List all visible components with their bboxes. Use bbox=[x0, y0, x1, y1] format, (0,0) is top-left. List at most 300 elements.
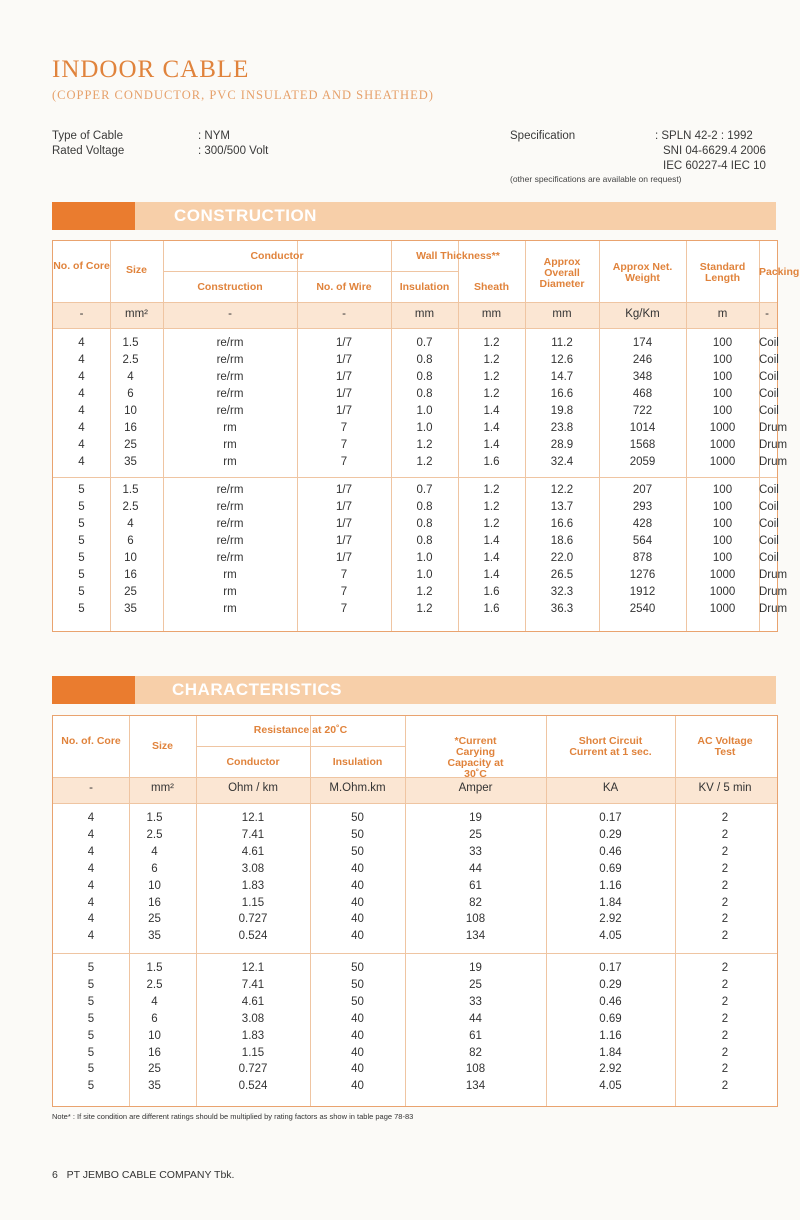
unit-cell: - bbox=[342, 308, 346, 320]
table-cell: rm bbox=[223, 456, 237, 468]
table-cell: 5 bbox=[78, 552, 85, 564]
table-cell: 174 bbox=[632, 337, 653, 349]
table-cell: 16 bbox=[124, 422, 137, 434]
table-cell: re/rm bbox=[216, 535, 244, 547]
header-divider bbox=[163, 271, 458, 272]
header-sheath: Sheath bbox=[473, 281, 509, 293]
table-cell: 2.92 bbox=[599, 1063, 622, 1076]
table-cell: 2.5 bbox=[146, 828, 163, 841]
table-cell: Coil bbox=[759, 371, 779, 383]
table-cell: 23.8 bbox=[550, 422, 574, 434]
table-cell: 1000 bbox=[709, 569, 736, 581]
table-cell: 348 bbox=[632, 371, 653, 383]
table-cell: 4 bbox=[87, 862, 95, 875]
table-cell: 18.6 bbox=[550, 535, 574, 547]
unit-cell: Ohm / km bbox=[228, 782, 278, 794]
specification-value-3: IEC 60227-4 IEC 10 bbox=[663, 160, 766, 172]
table-cell: 2.5 bbox=[122, 354, 139, 366]
table-cell: 2 bbox=[721, 862, 729, 875]
table-cell: 1.2 bbox=[416, 439, 433, 451]
table-cell: 564 bbox=[632, 535, 653, 547]
table-cell: 6 bbox=[151, 862, 158, 875]
table-cell: 4 bbox=[127, 371, 134, 383]
table-cell: 12.1 bbox=[241, 812, 265, 824]
table-cell: 5 bbox=[78, 586, 85, 598]
unit-cell: - bbox=[89, 782, 93, 794]
table-cell: Drum bbox=[759, 569, 788, 581]
table-cell: 33 bbox=[469, 995, 482, 1008]
header-short-circuit: Short Circuit Current at 1 sec. bbox=[569, 735, 652, 758]
table-cell: Drum bbox=[759, 439, 788, 451]
table-cell: 1000 bbox=[709, 603, 736, 615]
table-cell: Drum bbox=[759, 586, 788, 598]
table-cell: 19 bbox=[469, 962, 482, 974]
table-cell: 2540 bbox=[629, 603, 656, 615]
table-cell: 0.7 bbox=[416, 337, 433, 349]
table-cell: 19 bbox=[469, 812, 482, 824]
table-cell: 16.6 bbox=[550, 518, 574, 530]
header-resistance: Resistance at 20˚C bbox=[253, 724, 348, 736]
table-cell: 1.84 bbox=[599, 1046, 622, 1059]
table-cell: 100 bbox=[712, 337, 733, 349]
rated-voltage-value: : 300/500 Volt bbox=[198, 145, 269, 157]
table-cell: 25 bbox=[469, 978, 482, 991]
table-cell: 2.5 bbox=[122, 501, 139, 513]
table-cell: 22.0 bbox=[550, 552, 574, 564]
table-cell: 25 bbox=[124, 439, 137, 451]
table-cell: 7 bbox=[340, 569, 348, 581]
table-cell: 82 bbox=[469, 1046, 482, 1059]
table-cell: re/rm bbox=[216, 484, 244, 496]
table-cell: re/rm bbox=[216, 337, 244, 349]
table-cell: 100 bbox=[712, 354, 733, 366]
table-cell: 0.17 bbox=[599, 812, 622, 824]
table-cell: Coil bbox=[759, 535, 779, 547]
page-footer bbox=[52, 1169, 234, 1181]
table-cell: 1/7 bbox=[336, 552, 352, 564]
table-cell: 5 bbox=[87, 995, 95, 1008]
table-cell: 25 bbox=[148, 913, 161, 926]
table-cell: re/rm bbox=[216, 388, 244, 400]
table-cell: Coil bbox=[759, 484, 779, 496]
table-cell: 0.29 bbox=[599, 828, 622, 841]
table-cell: 35 bbox=[148, 1080, 161, 1093]
header-no-wire: No. of Wire bbox=[316, 281, 372, 293]
table-cell: 1/7 bbox=[336, 354, 352, 366]
table-cell: 0.524 bbox=[238, 1080, 268, 1093]
unit-cell: - bbox=[79, 308, 84, 320]
table-cell: 6 bbox=[127, 388, 134, 400]
table-cell: 100 bbox=[712, 484, 733, 496]
table-cell: 0.727 bbox=[238, 1063, 268, 1076]
header-size: Size bbox=[125, 264, 147, 276]
table-cell: 2 bbox=[721, 995, 729, 1008]
table-cell: 10 bbox=[148, 1029, 161, 1042]
table-cell: 1.6 bbox=[483, 603, 500, 615]
table-cell: 1.5 bbox=[146, 962, 163, 974]
table-cell: Drum bbox=[759, 603, 788, 615]
header-weight: Approx Net. Weight bbox=[612, 261, 673, 284]
table-cell: 4 bbox=[87, 896, 95, 909]
table-cell: 40 bbox=[351, 879, 364, 892]
table-cell: 4.05 bbox=[599, 930, 622, 943]
rated-voltage-label: Rated Voltage bbox=[52, 145, 125, 157]
table-cell: 40 bbox=[351, 913, 364, 926]
table-cell: 7.41 bbox=[241, 828, 265, 841]
header-size: Size bbox=[151, 740, 173, 752]
table-cell: 40 bbox=[351, 1012, 364, 1025]
specification-note: (other specifications are available on request) bbox=[510, 174, 682, 184]
table-cell: 7.41 bbox=[241, 978, 265, 991]
table-cell: 36.3 bbox=[550, 603, 574, 615]
table-cell: 40 bbox=[351, 1046, 364, 1059]
table-cell: 428 bbox=[632, 518, 653, 530]
unit-cell: Amper bbox=[458, 782, 493, 794]
table-cell: 0.8 bbox=[416, 501, 433, 513]
characteristics-section-title: CHARACTERISTICS bbox=[172, 680, 342, 699]
table-cell: 100 bbox=[712, 501, 733, 513]
table-cell: 40 bbox=[351, 930, 364, 943]
table-cell: 1.0 bbox=[416, 552, 433, 564]
table-cell: 1.2 bbox=[483, 518, 500, 530]
table-cell: 5 bbox=[87, 978, 95, 991]
unit-cell: m bbox=[717, 308, 728, 320]
specification-value-2: SNI 04-6629.4 2006 bbox=[663, 145, 766, 157]
table-cell: 28.9 bbox=[550, 439, 574, 451]
header-construction: Construction bbox=[197, 281, 263, 293]
table-cell: 40 bbox=[351, 862, 364, 875]
table-cell: 0.727 bbox=[238, 913, 268, 926]
band-accent bbox=[52, 202, 135, 230]
table-cell: 0.8 bbox=[416, 518, 433, 530]
construction-section-band bbox=[52, 202, 776, 230]
table-cell: Coil bbox=[759, 405, 779, 417]
table-cell: 1.4 bbox=[483, 422, 500, 434]
table-cell: 1000 bbox=[709, 456, 736, 468]
table-cell: 1014 bbox=[629, 422, 656, 434]
table-cell: 4 bbox=[87, 845, 95, 858]
table-cell: 4 bbox=[87, 930, 95, 943]
table-cell: rm bbox=[223, 603, 237, 615]
table-cell: 1.2 bbox=[483, 501, 500, 513]
header-diameter: Approx Overall Diameter bbox=[539, 256, 585, 290]
table-cell: Coil bbox=[759, 354, 779, 366]
table-cell: 1.15 bbox=[241, 896, 265, 909]
table-cell: 0.46 bbox=[599, 845, 622, 858]
table-cell: 25 bbox=[469, 828, 482, 841]
table-cell: 61 bbox=[469, 879, 482, 892]
table-cell: 16 bbox=[148, 1046, 161, 1059]
unit-cell: Kg/Km bbox=[625, 308, 660, 320]
table-cell: 5 bbox=[87, 1029, 95, 1042]
table-cell: 50 bbox=[351, 845, 364, 858]
table-cell: 2059 bbox=[629, 456, 656, 468]
table-cell: 10 bbox=[124, 552, 137, 564]
table-cell: 1.6 bbox=[483, 586, 500, 598]
header-wall-thickness: Wall Thickness** bbox=[416, 250, 500, 262]
table-cell: 4 bbox=[78, 439, 85, 451]
table-cell: rm bbox=[223, 422, 237, 434]
table-cell: 1.0 bbox=[416, 422, 433, 434]
specification-label: Specification bbox=[510, 130, 576, 142]
table-cell: 246 bbox=[632, 354, 653, 366]
table-cell: 108 bbox=[465, 1063, 486, 1076]
table-cell: 1.2 bbox=[483, 371, 500, 383]
table-cell: 0.69 bbox=[599, 862, 622, 875]
table-cell: 16.6 bbox=[550, 388, 574, 400]
table-cell: re/rm bbox=[216, 405, 244, 417]
table-cell: 4.61 bbox=[241, 995, 265, 1008]
table-cell: 3.08 bbox=[241, 1012, 265, 1025]
table-cell: 1276 bbox=[629, 569, 656, 581]
table-cell: 19.8 bbox=[550, 405, 574, 417]
table-cell: 100 bbox=[712, 552, 733, 564]
table-cell: 1.83 bbox=[241, 1029, 265, 1042]
specification-value-1: : SPLN 42-2 : 1992 bbox=[655, 130, 753, 142]
table-cell: 7 bbox=[340, 422, 348, 434]
table-cell: 2 bbox=[721, 962, 729, 974]
header-insulation: Insulation bbox=[399, 281, 450, 293]
table-cell: 108 bbox=[465, 913, 486, 926]
table-cell: 32.3 bbox=[550, 586, 574, 598]
table-cell: 50 bbox=[351, 828, 364, 841]
table-cell: 0.8 bbox=[416, 371, 433, 383]
table-cell: 0.69 bbox=[599, 1012, 622, 1025]
table-cell: 4 bbox=[87, 913, 95, 926]
unit-cell: - bbox=[228, 308, 232, 320]
table-cell: 2 bbox=[721, 828, 729, 841]
table-cell: 468 bbox=[632, 388, 653, 400]
table-cell: 1568 bbox=[629, 439, 656, 451]
page-subtitle: (COPPER CONDUCTOR, PVC INSULATED AND SHEATHED) bbox=[52, 88, 434, 102]
table-cell: 5 bbox=[78, 535, 85, 547]
unit-cell: mm bbox=[552, 308, 572, 320]
table-cell: 0.46 bbox=[599, 995, 622, 1008]
table-cell: 100 bbox=[712, 535, 733, 547]
unit-cell: - bbox=[765, 308, 769, 320]
table-cell: 2 bbox=[721, 930, 729, 943]
table-cell: 1/7 bbox=[336, 337, 352, 349]
table-cell: rm bbox=[223, 586, 237, 598]
unit-cell: M.Ohm.km bbox=[329, 782, 386, 794]
header-conductor: Conductor bbox=[226, 756, 280, 768]
table-cell: 4.61 bbox=[241, 845, 265, 858]
unit-cell: mm² bbox=[125, 308, 148, 320]
table-cell: 1.16 bbox=[599, 1029, 622, 1042]
table-cell: 0.8 bbox=[416, 388, 433, 400]
table-cell: 1.84 bbox=[599, 896, 622, 909]
unit-cell: KV / 5 min bbox=[698, 782, 752, 794]
table-cell: 2 bbox=[721, 1029, 729, 1042]
characteristics-table bbox=[52, 715, 778, 1107]
table-cell: 722 bbox=[632, 405, 653, 417]
table-cell: 0.29 bbox=[599, 978, 622, 991]
band-accent bbox=[52, 676, 135, 704]
table-cell: 35 bbox=[124, 456, 137, 468]
table-cell: 100 bbox=[712, 518, 733, 530]
table-cell: 6 bbox=[127, 535, 134, 547]
table-cell: Drum bbox=[759, 456, 788, 468]
table-cell: 4 bbox=[78, 422, 85, 434]
table-cell: 1.4 bbox=[483, 405, 500, 417]
table-cell: 293 bbox=[632, 501, 653, 513]
table-cell: 100 bbox=[712, 405, 733, 417]
table-cell: 4 bbox=[78, 371, 85, 383]
table-cell: 1.4 bbox=[483, 569, 500, 581]
table-cell: 5 bbox=[78, 569, 85, 581]
table-cell: 40 bbox=[351, 1080, 364, 1093]
construction-table bbox=[52, 240, 800, 632]
table-cell: 11.2 bbox=[551, 337, 573, 349]
table-cell: 4 bbox=[127, 518, 134, 530]
table-cell: 5 bbox=[87, 962, 95, 974]
table-cell: 100 bbox=[712, 371, 733, 383]
table-cell: Coil bbox=[759, 552, 779, 564]
type-of-cable-value: : NYM bbox=[198, 130, 230, 142]
table-cell: 134 bbox=[465, 1080, 486, 1093]
table-cell: Drum bbox=[759, 422, 788, 434]
unit-cell: mm bbox=[481, 308, 502, 320]
table-cell: 2 bbox=[721, 845, 729, 858]
table-cell: 12.1 bbox=[241, 962, 265, 974]
header-length: Standard Length bbox=[699, 261, 746, 284]
table-cell: 4 bbox=[78, 388, 85, 400]
table-cell: 2.92 bbox=[599, 913, 622, 926]
header-ac-voltage-test: AC Voltage Test bbox=[697, 735, 753, 758]
table-cell: 1/7 bbox=[336, 371, 352, 383]
table-cell: Coil bbox=[759, 518, 779, 530]
table-cell: 1000 bbox=[709, 586, 736, 598]
page-title: INDOOR CABLE bbox=[52, 56, 250, 83]
table-cell: 134 bbox=[465, 930, 486, 943]
table-cell: 16 bbox=[148, 896, 161, 909]
table-cell: 1.4 bbox=[483, 535, 500, 547]
table-cell: re/rm bbox=[216, 501, 244, 513]
construction-section-title: CONSTRUCTION bbox=[174, 206, 317, 225]
table-cell: 13.7 bbox=[550, 501, 574, 513]
table-cell: 1.5 bbox=[122, 337, 139, 349]
table-cell: 1000 bbox=[709, 422, 736, 434]
header-divider bbox=[196, 746, 405, 747]
units-bottom-line bbox=[53, 328, 777, 329]
table-cell: 5 bbox=[87, 1063, 95, 1076]
table-cell: 7 bbox=[340, 603, 348, 615]
table-cell: 1/7 bbox=[336, 535, 352, 547]
table-cell: 1.0 bbox=[416, 569, 433, 581]
table-cell: 44 bbox=[469, 1012, 482, 1025]
table-cell: 2 bbox=[721, 812, 729, 824]
table-cell: 40 bbox=[351, 896, 364, 909]
group-divider bbox=[53, 477, 777, 478]
table-cell: 16 bbox=[124, 569, 137, 581]
table-cell: 4 bbox=[78, 337, 85, 349]
table-cell: 50 bbox=[351, 978, 364, 991]
table-cell: 0.8 bbox=[416, 354, 433, 366]
table-cell: 1.83 bbox=[241, 879, 265, 892]
table-cell: 61 bbox=[469, 1029, 482, 1042]
table-cell: 4 bbox=[151, 995, 158, 1008]
characteristics-section-band bbox=[52, 676, 776, 704]
table-cell: 1912 bbox=[629, 586, 656, 598]
table-cell: 1/7 bbox=[336, 484, 352, 496]
table-cell: re/rm bbox=[216, 518, 244, 530]
table-cell: 1/7 bbox=[336, 501, 352, 513]
table-cell: Coil bbox=[759, 388, 779, 400]
table-cell: 2 bbox=[721, 1080, 729, 1093]
table-cell: re/rm bbox=[216, 354, 244, 366]
table-cell: 82 bbox=[469, 896, 482, 909]
table-cell: 1.5 bbox=[146, 812, 163, 824]
table-cell: 1.16 bbox=[599, 879, 622, 892]
table-cell: rm bbox=[223, 439, 237, 451]
table-cell: 35 bbox=[124, 603, 137, 615]
table-cell: 7 bbox=[340, 439, 348, 451]
table-cell: 1/7 bbox=[336, 518, 352, 530]
table-cell: 207 bbox=[632, 484, 653, 496]
table-cell: 0.17 bbox=[599, 962, 622, 974]
table-cell: 40 bbox=[351, 1063, 364, 1076]
header-conductor: Conductor bbox=[250, 250, 304, 262]
table-cell: 40 bbox=[351, 1029, 364, 1042]
table-cell: 44 bbox=[469, 862, 482, 875]
table-cell: 25 bbox=[124, 586, 137, 598]
company-name: PT JEMBO CABLE COMPANY Tbk. bbox=[66, 1169, 235, 1181]
page-number: 6 bbox=[52, 1169, 58, 1181]
table-cell: 3.08 bbox=[241, 862, 265, 875]
table-cell: 878 bbox=[632, 552, 653, 564]
table-cell: 1000 bbox=[709, 439, 736, 451]
header-bottom-line bbox=[53, 302, 777, 303]
table-cell: 4 bbox=[78, 405, 85, 417]
table-cell: 1.4 bbox=[483, 439, 500, 451]
table-cell: Coil bbox=[759, 501, 779, 513]
table-cell: 5 bbox=[87, 1080, 95, 1093]
table-cell: 4.05 bbox=[599, 1080, 622, 1093]
table-cell: 10 bbox=[124, 405, 137, 417]
table-cell: 10 bbox=[148, 879, 161, 892]
table-cell: 6 bbox=[151, 1012, 158, 1025]
table-cell: 2 bbox=[721, 1012, 729, 1025]
table-cell: 0.524 bbox=[238, 930, 268, 943]
table-cell: 4 bbox=[151, 845, 158, 858]
table-cell: 14.7 bbox=[550, 371, 574, 383]
header-packing: Packing bbox=[759, 266, 800, 278]
table-cell: 5 bbox=[78, 501, 85, 513]
table-cell: 2.5 bbox=[146, 978, 163, 991]
table-cell: 0.7 bbox=[416, 484, 433, 496]
table-cell: 50 bbox=[351, 962, 364, 974]
table-cell: 1.4 bbox=[483, 552, 500, 564]
table-cell: 33 bbox=[469, 845, 482, 858]
table-cell: 7 bbox=[340, 586, 348, 598]
table-cell: 12.2 bbox=[550, 484, 574, 496]
table-cell: 5 bbox=[78, 484, 85, 496]
table-cell: 7 bbox=[340, 456, 348, 468]
table-cell: 2 bbox=[721, 1046, 729, 1059]
table-cell: 4 bbox=[87, 879, 95, 892]
table-cell: 1.15 bbox=[241, 1046, 265, 1059]
table-cell: 1.2 bbox=[416, 603, 433, 615]
unit-cell: mm bbox=[414, 308, 435, 320]
table-cell: 1.2 bbox=[483, 484, 500, 496]
type-of-cable-label: Type of Cable bbox=[52, 130, 123, 142]
header-insulation: Insulation bbox=[332, 756, 383, 768]
table-cell: 5 bbox=[78, 603, 85, 615]
header-no-core: No. of Core bbox=[53, 260, 110, 272]
table-cell: rm bbox=[223, 569, 237, 581]
table-cell: 2 bbox=[721, 1063, 729, 1076]
table-cell: 35 bbox=[148, 930, 161, 943]
